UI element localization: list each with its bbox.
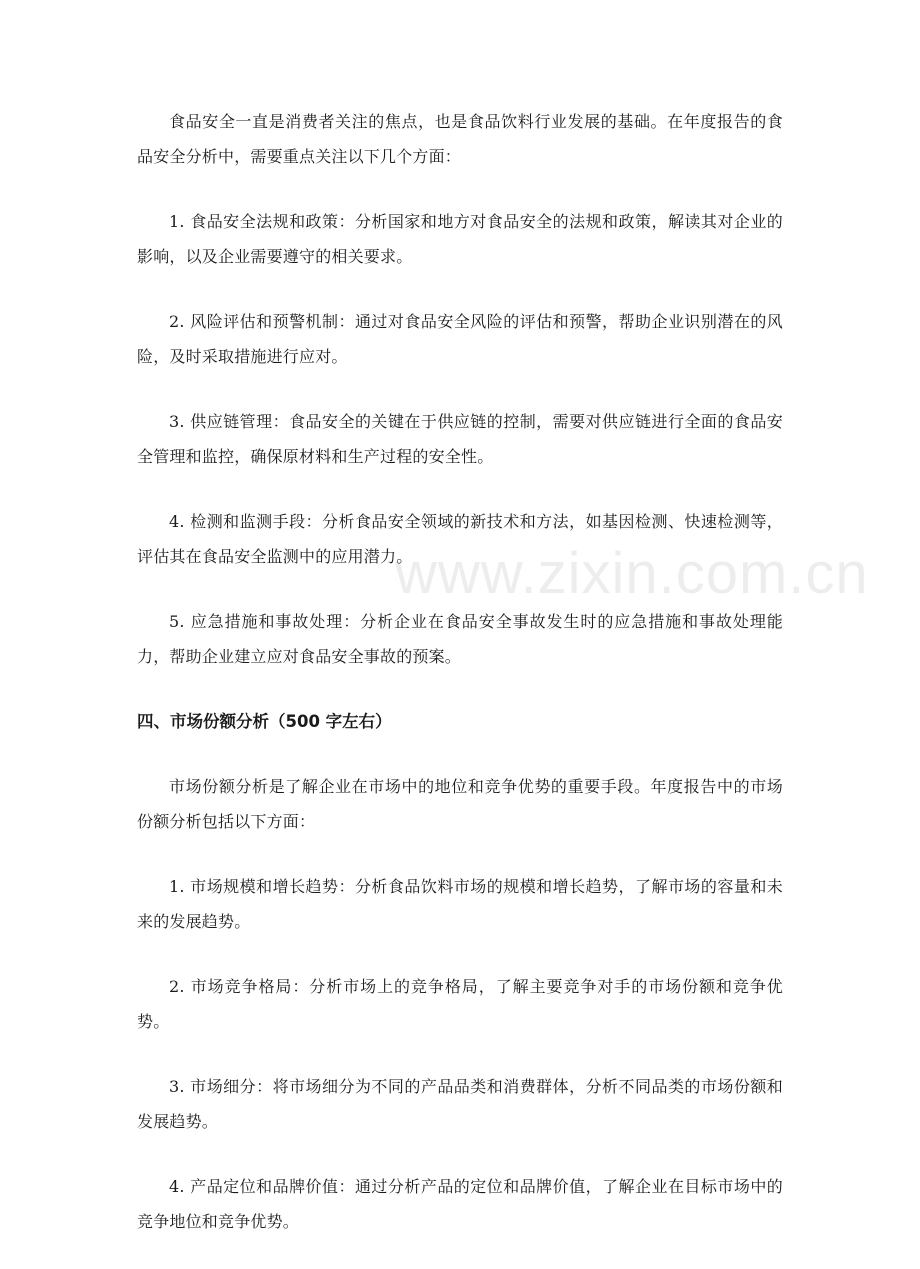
market-intro-paragraph: 市场份额分析是了解企业在市场中的地位和竞争优势的重要手段。年度报告中的市场份额分析包括以下方面： xyxy=(137,777,783,831)
list-item-regulations: 1. 食品安全法规和政策：分析国家和地方对食品安全的法规和政策，解读其对企业的影响，以及企业需要遵守的相关要求。 xyxy=(137,212,783,266)
list-item-risk-assessment: 2. 风险评估和预警机制：通过对食品安全风险的评估和预警，帮助企业识别潜在的风险，及时采取措施进行应对。 xyxy=(137,312,783,366)
list-item-competition: 2. 市场竞争格局：分析市场上的竞争格局，了解主要竞争对手的市场份额和竞争优势。 xyxy=(137,977,783,1031)
list-item-segmentation: 3. 市场细分：将市场细分为不同的产品品类和消费群体，分析不同品类的市场份额和发展趋势。 xyxy=(137,1077,783,1131)
intro-paragraph: 食品安全一直是消费者关注的焦点，也是食品饮料行业发展的基础。在年度报告的食品安全分析中，需要重点关注以下几个方面： xyxy=(137,112,783,166)
list-item-positioning: 4. 产品定位和品牌价值：通过分析产品的定位和品牌价值，了解企业在目标市场中的竞争地位和竞争优势。 xyxy=(137,1177,783,1231)
list-item-market-size: 1. 市场规模和增长趋势：分析食品饮料市场的规模和增长趋势，了解市场的容量和未来的发展趋势。 xyxy=(137,877,783,931)
watermark-text: www.zixin.com.cn xyxy=(395,541,869,606)
list-item-emergency: 5. 应急措施和事故处理：分析企业在食品安全事故发生时的应急措施和事故处理能力，帮助企业建立应对食品安全事故的预案。 xyxy=(137,612,783,666)
document-body xyxy=(137,104,783,1269)
section-heading-market-share: 四、市场份额分析（500 字左右） xyxy=(137,712,392,731)
list-item-supply-chain: 3. 供应链管理：食品安全的关键在于供应链的控制，需要对供应链进行全面的食品安全管理和监控，确保原材料和生产过程的安全性。 xyxy=(137,412,783,466)
list-item-detection: 4. 检测和监测手段：分析食品安全领域的新技术和方法，如基因检测、快速检测等，评估其在食品安全监测中的应用潜力。 xyxy=(137,512,783,566)
